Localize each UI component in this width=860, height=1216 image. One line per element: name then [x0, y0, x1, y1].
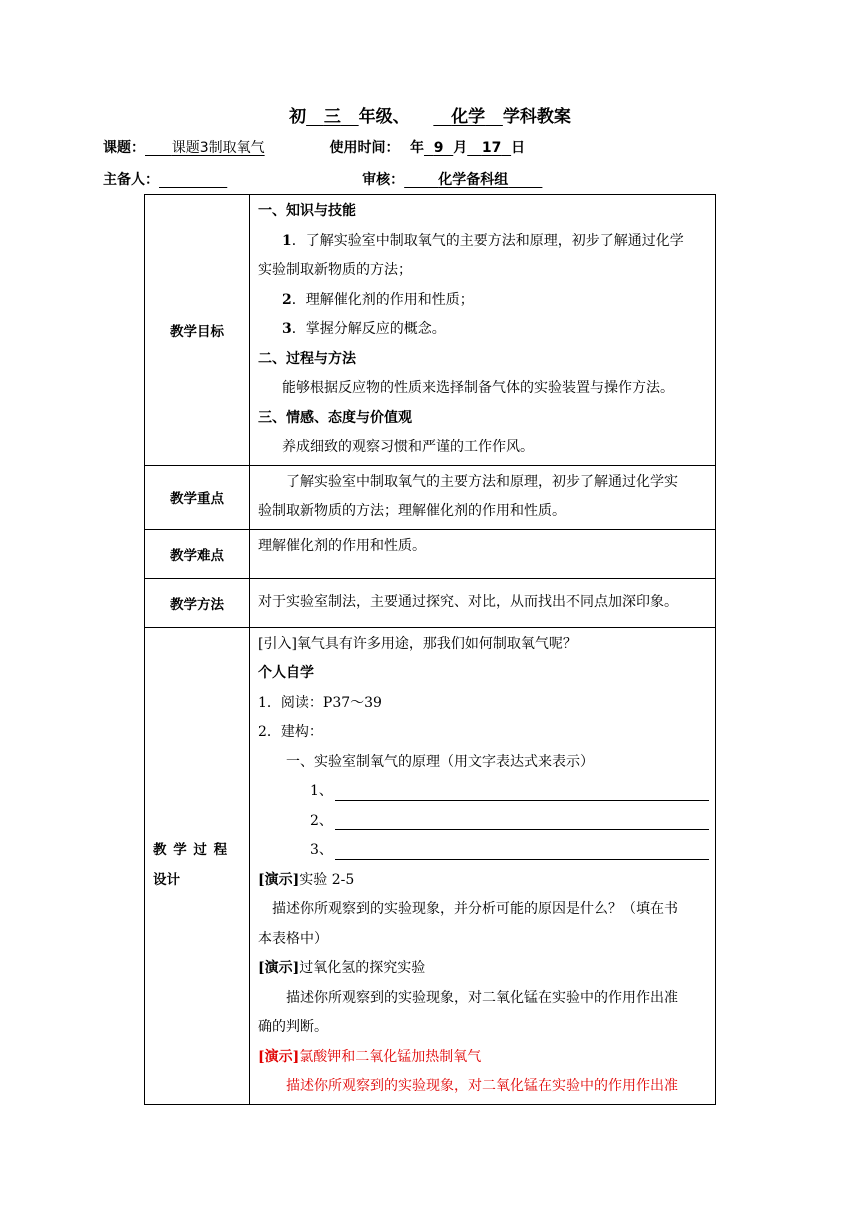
- methods-row: [145, 578, 716, 627]
- process-label: [145, 627, 250, 1104]
- process-intro: [引入]氧气具有许多用途，那我们如何制取氧气呢？: [258, 635, 577, 652]
- day-text: 17: [481, 140, 502, 156]
- methods-label: 教学方法: [145, 578, 250, 627]
- objective-item-3: [258, 315, 709, 345]
- month-label: 月: [453, 140, 468, 156]
- demo-2-desc-a: 描述你所观察到的实验现象，对二氧化锰在实验中的作用作出准: [286, 989, 678, 1006]
- page-title: [0, 102, 860, 127]
- answer-blank-1-line[interactable]: [335, 782, 709, 801]
- demo-2-title: 过氧化氢的探究实验: [299, 960, 426, 976]
- lesson-plan-table: [144, 194, 716, 1105]
- demo-1: [258, 866, 709, 896]
- objective-item-2-text: ．理解催化剂的作用和性质；: [291, 291, 474, 308]
- objectives-content: [250, 195, 716, 466]
- key-points-label: 教学重点: [145, 465, 250, 529]
- demo-3-title: 氯酸钾和二氧化锰加热制氧气: [299, 1048, 482, 1065]
- objective-item-1-text: ．了解实验室中制取氧气的主要方法和原理，初步了解通过化学: [291, 232, 684, 249]
- demo-3-tag: [演示]: [258, 1048, 300, 1065]
- demo-2-desc-b: 确的判断。: [258, 1019, 328, 1035]
- demo-1-tag: [演示]: [258, 871, 300, 888]
- topic-label: 课题：: [103, 140, 145, 156]
- preparer-label: 主备人：: [103, 172, 159, 188]
- objectives-row: [145, 195, 716, 466]
- title-prefix: 初: [289, 107, 307, 127]
- grade-value: [306, 102, 359, 127]
- day-label: 日: [511, 140, 526, 156]
- reviewer-value: [404, 172, 542, 188]
- key-points-row: [145, 465, 716, 529]
- year-label: 年: [409, 140, 424, 156]
- day-value: [467, 140, 511, 156]
- topic-text: 课题3制取氧气: [171, 140, 265, 156]
- process-content: [250, 627, 716, 1104]
- title-suffix: 学科教案: [502, 107, 571, 127]
- answer-blank-2-label: 2、: [310, 812, 333, 829]
- subject-value: [433, 102, 503, 127]
- answer-blank-1[interactable]: [258, 777, 709, 807]
- self-study-heading: 个人自学: [258, 665, 314, 681]
- preparer-value: [159, 172, 227, 188]
- objective-item-1-num: 1: [282, 232, 292, 249]
- answer-blank-3-line[interactable]: [335, 841, 709, 860]
- objective-item-3-num: 3: [282, 321, 292, 337]
- self-study-read: 1．阅读：P37～39: [258, 694, 382, 711]
- self-study-build: 2．建构：: [258, 724, 323, 740]
- answer-blank-3-label: 3、: [310, 842, 333, 858]
- demo-1-desc-a: 描述你所观察到的实验现象，并分析可能的原因是什么？（填在书: [272, 901, 678, 917]
- objective-item-2: [258, 286, 709, 316]
- key-points-line-1: 了解实验室中制取氧气的主要方法和原理，初步了解通过化学实: [286, 473, 678, 490]
- answer-blank-1-label: 1、: [310, 783, 333, 799]
- month-text: 9: [433, 140, 444, 156]
- process-label-line-2: 设计: [153, 871, 180, 888]
- preparer-line: [103, 169, 542, 189]
- month-value: [424, 140, 453, 156]
- principle-heading: 一、实验室制氧气的原理（用文字表达式来表示）: [286, 753, 594, 770]
- methods-content: [250, 578, 716, 627]
- objectives-process-text: 能够根据反应物的性质来选择制备气体的实验装置与操作方法。: [282, 380, 674, 396]
- difficulties-text: 理解催化剂的作用和性质。: [258, 537, 426, 554]
- key-points-content: [250, 465, 716, 529]
- topic-value: [145, 140, 265, 156]
- demo-3-desc: 描述你所观察到的实验现象，对二氧化锰在实验中的作用作出准: [286, 1078, 678, 1094]
- answer-blank-2[interactable]: [258, 807, 709, 837]
- key-points-line-2: 验制取新物质的方法；理解催化剂的作用和性质。: [258, 503, 566, 519]
- demo-2-tag: [演示]: [258, 960, 300, 976]
- objectives-attitude-text: 养成细致的观察习惯和严谨的工作作风。: [282, 439, 534, 455]
- time-label: 使用时间：: [329, 140, 400, 156]
- process-label-line-1: 教 学 过 程: [153, 842, 229, 858]
- difficulties-row: [145, 529, 716, 578]
- difficulties-content: [250, 529, 716, 578]
- process-row: [145, 627, 716, 1104]
- demo-2: [258, 954, 709, 984]
- objective-item-3-text: ．掌握分解反应的概念。: [291, 321, 446, 337]
- demo-3: [258, 1043, 709, 1073]
- grade-text: 三: [323, 107, 341, 127]
- answer-blank-2-line[interactable]: [335, 811, 709, 830]
- objective-item-1b: 实验制取新物质的方法；: [258, 262, 412, 278]
- objectives-heading-2: 二、过程与方法: [258, 350, 356, 367]
- objectives-heading-3: 三、情感、态度与价值观: [258, 409, 412, 426]
- objectives-label: 教学目标: [145, 195, 250, 466]
- demo-1-title: 实验 2-5: [299, 871, 355, 888]
- subject-text: 化学: [451, 107, 486, 127]
- topic-line: [103, 137, 525, 157]
- objective-item-2-num: 2: [282, 291, 292, 308]
- title-mid: 年级、: [358, 107, 410, 127]
- answer-blank-3[interactable]: [258, 836, 709, 866]
- reviewer-label: 审核：: [362, 172, 405, 188]
- reviewer-text: 化学备科组: [438, 172, 509, 188]
- difficulties-label: 教学难点: [145, 529, 250, 578]
- objectives-heading-1: 一、知识与技能: [258, 203, 356, 219]
- objective-item-1a: [258, 227, 709, 257]
- demo-1-desc-b: 本表格中）: [258, 930, 328, 947]
- methods-text: 对于实验室制法，主要通过探究、对比，从而找出不同点加深印象。: [258, 593, 678, 610]
